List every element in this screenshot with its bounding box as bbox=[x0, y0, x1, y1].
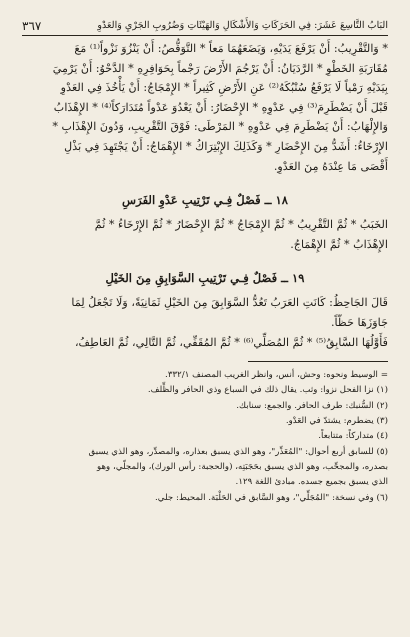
section-18-body bbox=[22, 215, 388, 254]
footnote-line: (١) نزا الفحل نزوا: وثب. يقال ذلك في السباع وذي الحافر والظِّلف. bbox=[147, 385, 388, 396]
running-header bbox=[22, 20, 388, 36]
footnote-line: (٣) يضطرم: يشتدّ في العَدْو. bbox=[285, 416, 388, 427]
footnotes bbox=[22, 368, 388, 506]
text-line: جَاوَزَهَا حَظّاً. bbox=[330, 315, 388, 329]
text-line: الإِهْذَابُ * ثُمَّ الإِهْمَاجُ. bbox=[290, 237, 388, 251]
footnote-line: الذي يسبق بجميع جسده. مبادئ اللغة ١٢٩. bbox=[235, 477, 388, 488]
footnote-line: (٥) للسابق أربع أحوال: "المُعَذِّر"، وهو الذي يسبق بعذاره، والمصدِّر، وهو الذي يسبق bbox=[88, 446, 388, 457]
footnote-line: (٤) متداركاً: متتابعاً. bbox=[318, 431, 388, 442]
intro-paragraph bbox=[22, 39, 388, 176]
text-line: فَأَوَّلُهَا السَّابِقُ⁽⁵⁾ * ثُمَّ المُصَلِّي⁽⁶⁾ * ثُمَّ المُقَفِّي، ثُمَّ التَّالِي، ثُمَّ العَاطِفُ، bbox=[74, 335, 388, 349]
text-line: وَالإِلْهَابُ: أَنْ يَضْطَرِمَ فِي عَدْوِهِ * المَرْطَى: فَوْقَ التَّقْرِيبِ، وَدُونَ الإِهْذَابِ * bbox=[52, 120, 388, 134]
section-18-title: ١٨ ــ فَصْلٌ فِـي تَرْتِيبِ عَدْوِ الفَرَسِ bbox=[122, 193, 288, 208]
text-line: قَبْلَ أَنْ يَضْطَرِمَ⁽³⁾ فِي عَدْوِهِ * الإِحْضَارُ: أَنْ يَعْدُوَ عَدْواً مُتَدَارَكاً⁽⁴⁾ * الإِهْذَابُ bbox=[53, 100, 388, 114]
footnote-line: = الوسيط ونحوه: وحش، أنس، وانظر الغريب المصنف ٣٣٢/١. bbox=[165, 370, 388, 381]
page-number: ٣٦٧ bbox=[22, 19, 42, 33]
footnote-line: (٢) السُّنبك: طرف الحافر. والجمع: سنابك. bbox=[236, 400, 388, 411]
section-19-title: ١٩ ــ فَصْلٌ فِـي تَرْتِيبِ السَّوَابِقِ مِنَ الخَيْلِ bbox=[105, 271, 305, 286]
footnote-line: (٦) وفي نسخة: "المُجَلِّي"، وهو السَّابق في الحَلْبَة. المحيط: جلي. bbox=[155, 492, 388, 503]
header-title: البَابُ التَّاسِعَ عَشَرَ: فِي الحَرَكَاتِ وَالأَشْكَالِ وَالهَيْئَاتِ وَضُرُوبِ الجَرْيِ وَالعَدْوِ bbox=[97, 20, 388, 31]
footnote-line: بصدره، والمجحِّب، وهو الذي يسبق بحَجَبَتِه، (والحجبة: رأس الورك)، والمجلّي، وهو bbox=[96, 461, 388, 472]
text-line: الإِرْخَاءُ: أَشَدُّ مِنَ الإِحْضَارِ * وَكَذَلِكَ الإِبْتِرَاكُ * الإِهْمَاجُ: أَنْ يَجْتَهِدَ فِي بَذْلِ bbox=[64, 139, 388, 153]
text-line: مُقَارَبَةِ الخَطْوِ * الرَّدَيَانُ: أَنْ يَرْجُمَ الأَرْضَ رَجْماً بِحَوَافِرِهِ * الدَّحْوُ: أَنْ يَرْمِيَ bbox=[52, 61, 388, 75]
text-line: الخَبَبُ * ثُمَّ التَّقْرِيبُ * ثُمَّ الإِمْجَاجُ * ثُمَّ الإِحْضَارُ * ثُمَّ الإِرْخَاءُ * ثُمَّ bbox=[94, 218, 388, 232]
text-line: قَالَ الجَاحِظُ: كَانَتِ العَرَبُ تَعُدُّ السَّوَابِقَ مِنَ الخَيْلِ ثَمَانِيَةً، وَلَا تَجْعَلُ لِمَا bbox=[71, 296, 388, 310]
footnote-divider bbox=[248, 361, 388, 362]
text-line: أَقْصَى مَا عِنْدَهُ مِنَ العَدْوِ. bbox=[273, 159, 388, 173]
text-line: * وَالتَّقْرِيبُ: أَنْ يَرْفَعَ يَدَيْهِ، وَيَضَعَهُمَا مَعاً * التَّوَقُّصُ: أَنْ يَنْزُوَ نَزْواً⁽¹⁾ مَعَ bbox=[74, 42, 388, 55]
text-line: بِيَدَيْهِ رَمْياً لَا يَرْفَعُ سُنْبُكَهُ⁽²⁾ عَنِ الأَرْضِ كَثِيراً * الإِمْجَاجُ: أَنْ يَأْخُذَ فِي العَدْوِ bbox=[60, 81, 388, 95]
section-19-body bbox=[22, 293, 388, 352]
